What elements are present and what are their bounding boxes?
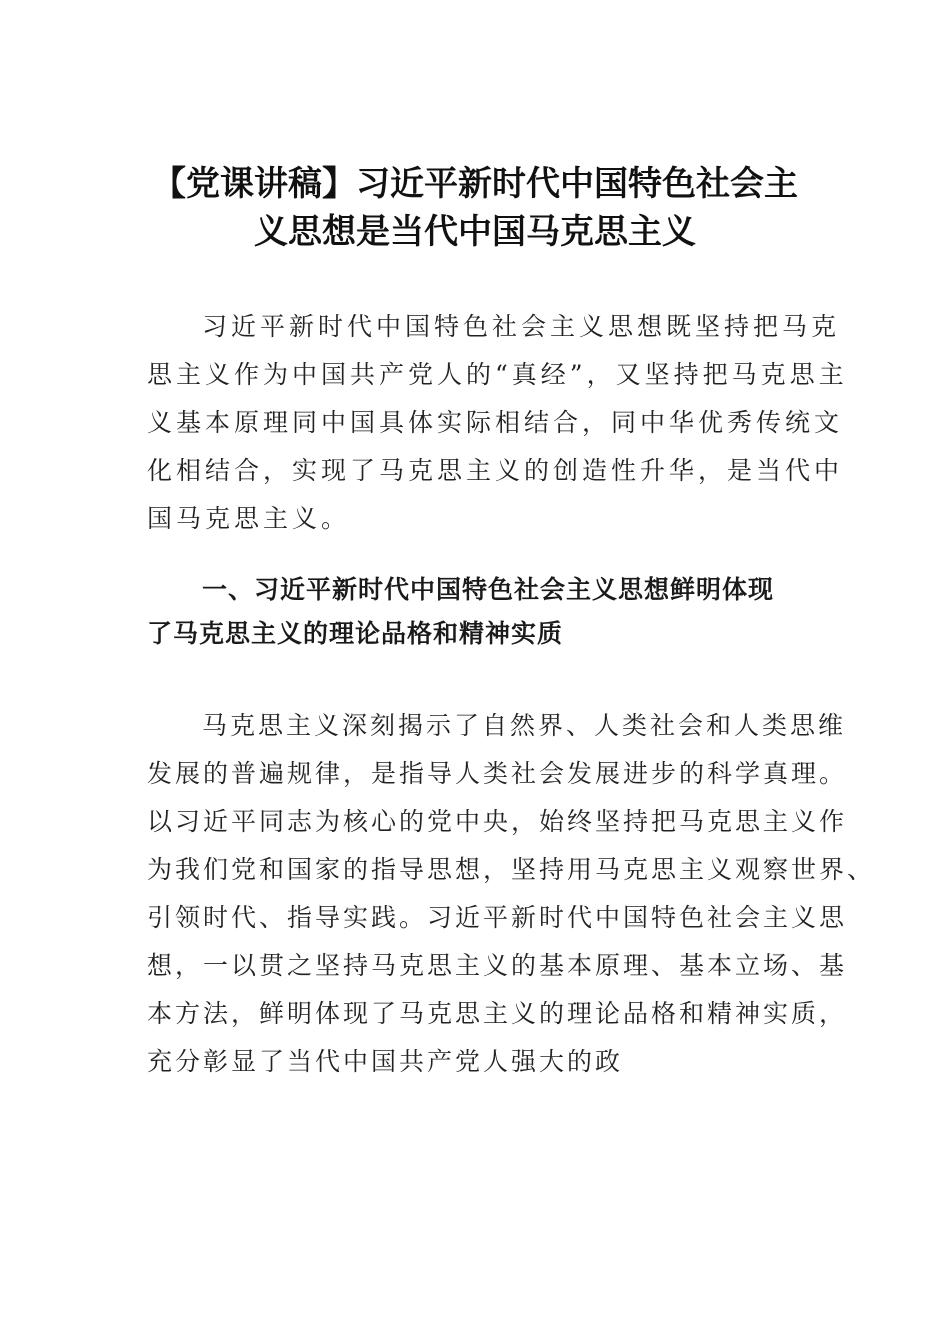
paragraph-line: 国马克思主义。 — [147, 504, 351, 533]
heading-line-1: 一、习近平新时代中国特色社会主义思想鲜明体现 — [202, 575, 775, 604]
title-line-2: 义思想是当代中国马克思主义 — [254, 212, 696, 252]
paragraph-intro — [147, 303, 848, 543]
paragraph-line: 引领时代、指导实践。习近平新时代中国特色社会主义思 — [147, 903, 848, 932]
heading-line-2: 了马克思主义的理论品格和精神实质 — [147, 619, 564, 648]
paragraph-line: 以习近平同志为核心的党中央，始终坚持把马克思主义作 — [147, 807, 848, 836]
paragraph-line: 发展的普遍规律，是指导人类社会发展进步的科学真理。 — [147, 759, 848, 788]
paragraph-line: 本方法，鲜明体现了马克思主义的理论品格和精神实质， — [147, 999, 848, 1028]
paragraph-section-1 — [147, 702, 876, 1086]
document-title — [110, 160, 840, 256]
paragraph-line: 充分彰显了当代中国共产党人强大的政 — [147, 1047, 624, 1076]
title-line-1: 【党课讲稿】习近平新时代中国特色社会主 — [152, 164, 798, 204]
paragraph-line: 化相结合，实现了马克思主义的创造性升华，是当代中 — [147, 456, 844, 485]
paragraph-line: 习近平新时代中国特色社会主义思想既坚持把马克 — [202, 312, 841, 341]
paragraph-line: 为我们党和国家的指导思想，坚持用马克思主义观察世界、 — [147, 855, 876, 884]
section-heading-1 — [147, 568, 837, 656]
paragraph-line: 义基本原理同中国具体实际相结合，同中华优秀传统文 — [147, 408, 844, 437]
paragraph-line: 想，一以贯之坚持马克思主义的基本原理、基本立场、基 — [147, 951, 848, 980]
paragraph-line: 马克思主义深刻揭示了自然界、人类社会和人类思维 — [202, 711, 847, 740]
paragraph-line: 思主义作为中国共产党人的“真经”，又坚持把马克思主 — [147, 360, 848, 389]
